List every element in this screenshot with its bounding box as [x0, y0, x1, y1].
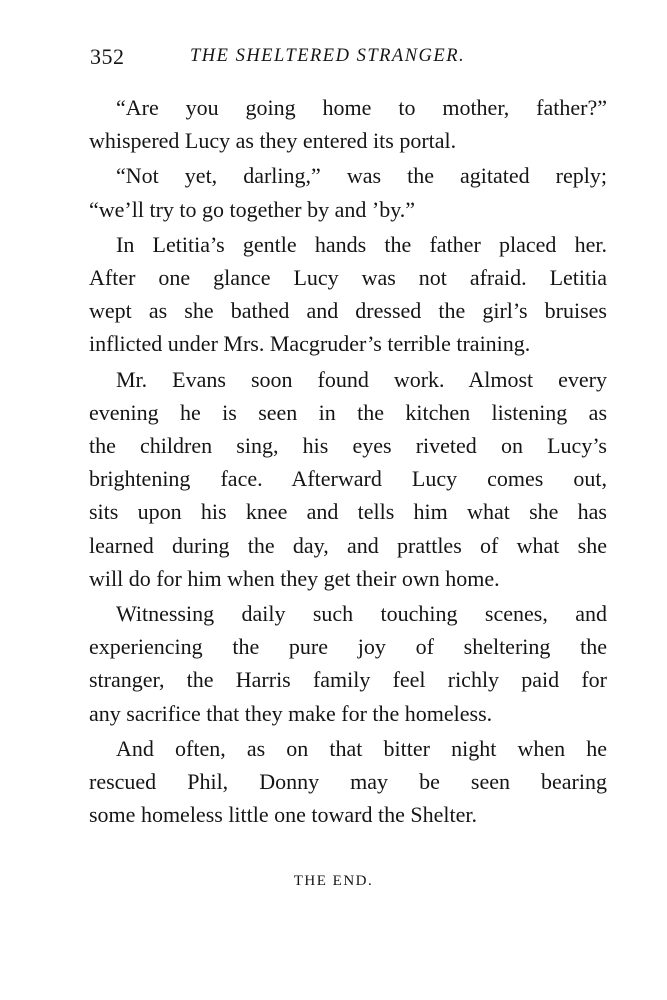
paragraph: [89, 597, 607, 730]
text-line: “Are you going home to mother, father?”: [116, 95, 607, 120]
text-line: sits upon his knee and tells him what she has: [89, 499, 607, 525]
paragraph: [89, 91, 607, 157]
text-line: stranger, the Harris family feel richly paid for: [89, 667, 607, 693]
text-line: will do for him when they get their own home.: [89, 565, 500, 591]
page-number: 352: [90, 44, 125, 69]
text-line: experiencing the pure joy of sheltering the: [89, 634, 607, 660]
text-line: wept as she bathed and dressed the girl’s bruises: [89, 298, 607, 324]
text-line: whispered Lucy as they entered its portal.: [89, 128, 457, 154]
text-line: Witnessing daily such touching scenes, and: [116, 601, 607, 627]
text-line: “Not yet, darling,” was the agitated reply;: [116, 163, 607, 189]
body-text: [89, 91, 607, 833]
text-line: learned during the day, and prattles of what she: [89, 532, 607, 558]
text-line: brightening face. Afterward Lucy comes out,: [89, 466, 607, 492]
text-line: And often, as on that bitter night when he: [116, 735, 607, 761]
text-line: inflicted under Mrs. Macgruder’s terrible training.: [89, 331, 531, 357]
text-line: “we’ll try to go together by and ’by.”: [89, 196, 416, 222]
paragraph: [89, 732, 607, 832]
page-header: [90, 44, 590, 74]
paragraph: [89, 363, 607, 595]
running-title: THE SHELTERED STRANGER.: [190, 46, 466, 66]
text-line: evening he is seen in the kitchen listening as: [89, 399, 607, 425]
paragraph: [89, 228, 607, 361]
text-line: Mr. Evans soon found work. Almost every: [116, 366, 607, 392]
text-line: rescued Phil, Donny may be seen bearing: [89, 769, 607, 795]
text-line: some homeless little one toward the Shelter.: [89, 802, 477, 828]
text-line: the children sing, his eyes riveted on Lucy’s: [89, 433, 607, 459]
text-line: In Letitia’s gentle hands the father placed her.: [116, 231, 607, 257]
end-mark: THE END.: [293, 873, 374, 889]
paragraph: [89, 159, 607, 225]
text-line: After one glance Lucy was not afraid. Letitia: [89, 265, 607, 291]
text-line: any sacrifice that they make for the homeless.: [89, 700, 493, 726]
